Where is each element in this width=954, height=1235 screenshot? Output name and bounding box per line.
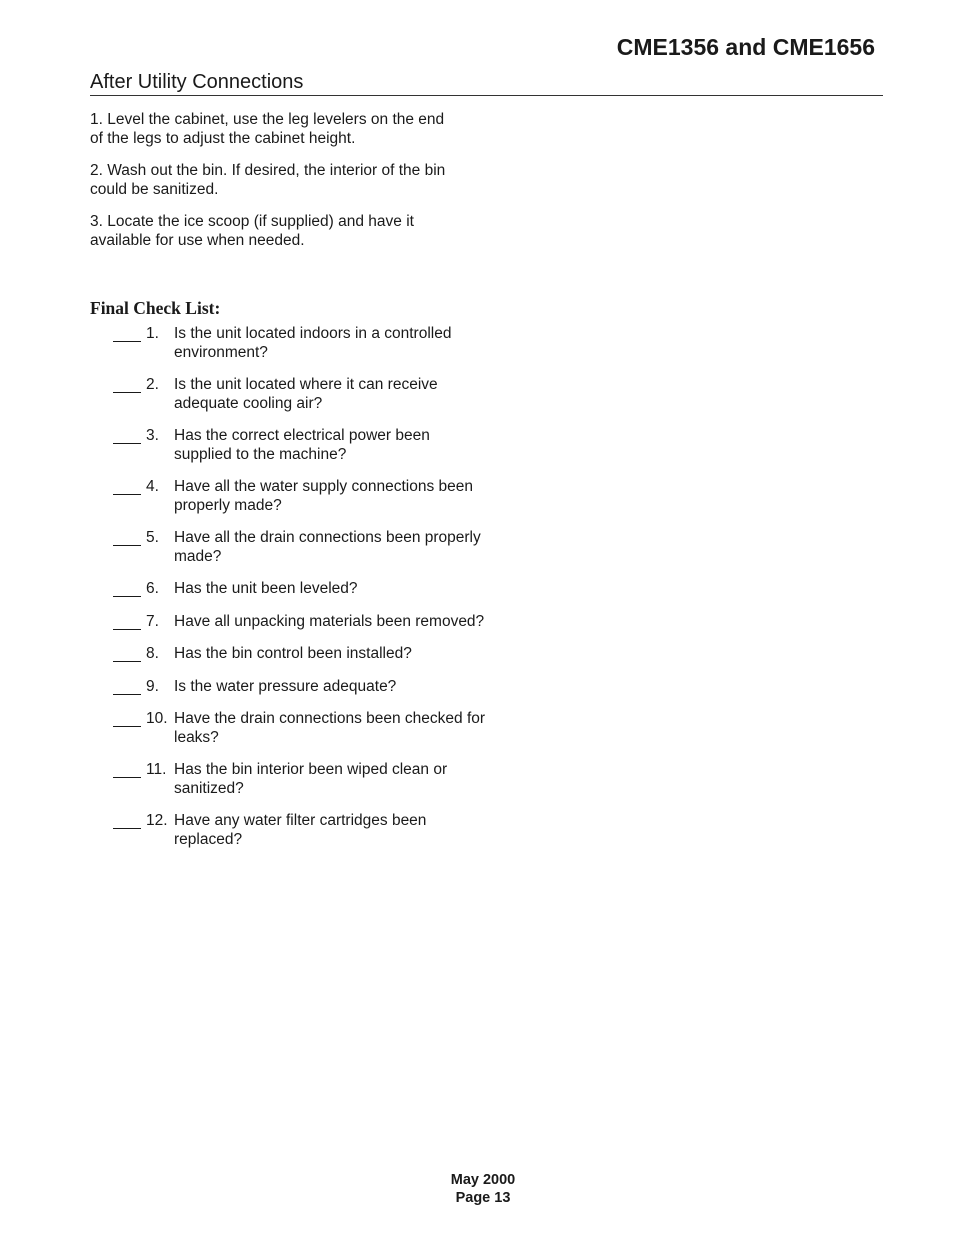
item-question: Has the unit been leveled? [174, 580, 358, 597]
item-number: 8. [146, 645, 159, 662]
checklist-item [113, 580, 533, 599]
checkbox-blank[interactable] [113, 812, 141, 829]
final-check-list [113, 325, 533, 863]
checklist-heading: Final Check List: [90, 298, 221, 318]
step-item: 2. Wash out the bin. If desired, the interior of the bin could be sanitized. [90, 162, 446, 198]
item-question: Is the unit located where it can receive adequate cooling air? [174, 376, 438, 412]
item-number: 6. [146, 580, 159, 597]
step-item: 1. Level the cabinet, use the leg levelers on the end of the legs to adjust the cabinet height. [90, 111, 445, 147]
checkbox-blank[interactable] [113, 325, 141, 342]
steps-list [90, 111, 490, 264]
item-number: 9. [146, 677, 159, 695]
checklist-item [113, 645, 533, 664]
page-footer [0, 1171, 954, 1207]
step-item: 3. Locate the ice scoop (if supplied) and have it available for use when needed. [90, 213, 414, 249]
item-number: 11. [146, 761, 167, 778]
item-question: Have any water filter cartridges been replaced? [174, 812, 427, 848]
checklist-item [113, 325, 533, 362]
checklist-item [113, 710, 533, 747]
checkbox-blank[interactable] [113, 529, 141, 546]
checklist-item [113, 478, 533, 515]
checklist-item [113, 376, 533, 413]
item-number: 10. [146, 710, 168, 727]
checkbox-blank[interactable] [113, 761, 141, 778]
item-number: 4. [146, 478, 159, 495]
item-question: Has the correct electrical power been supplied to the machine? [174, 427, 430, 463]
item-number: 5. [146, 529, 159, 546]
item-question: Have all the water supply connections been properly made? [174, 478, 473, 514]
checkbox-blank[interactable] [113, 678, 141, 695]
checkbox-blank[interactable] [113, 478, 141, 495]
checkbox-blank[interactable] [113, 376, 141, 393]
item-question: Have all unpacking materials been removed? [174, 612, 485, 630]
checklist-item [113, 761, 533, 798]
item-question: Is the unit located indoors in a controlled environment? [174, 325, 452, 361]
item-question: Have all the drain connections been properly made? [174, 529, 481, 565]
section-header [90, 70, 883, 96]
footer-date: May 2000 [450, 1172, 516, 1188]
item-question: Is the water pressure adequate? [174, 677, 397, 695]
checklist-item [113, 529, 533, 566]
checklist-item [113, 427, 533, 464]
checkbox-blank[interactable] [113, 645, 141, 662]
checkbox-blank[interactable] [113, 427, 141, 444]
item-number: 12. [146, 812, 168, 829]
item-number: 1. [146, 325, 159, 342]
item-number: 3. [146, 427, 159, 444]
item-question: Have the drain connections been checked for leaks? [174, 710, 486, 746]
checkbox-blank[interactable] [113, 580, 141, 597]
checklist-item [113, 678, 533, 697]
page-number: Page 13 [455, 1190, 511, 1206]
checkbox-blank[interactable] [113, 710, 141, 727]
item-question: Has the bin control been installed? [174, 645, 412, 662]
section-title: After Utility Connections [90, 71, 304, 93]
checkbox-blank[interactable] [113, 613, 141, 630]
document-title: CME1356 and CME1656 [616, 34, 875, 60]
checklist-item [113, 812, 533, 849]
checklist-item [113, 613, 533, 632]
item-number: 2. [146, 376, 159, 393]
item-question: Has the bin interior been wiped clean or sanitized? [174, 761, 448, 797]
item-number: 7. [146, 612, 159, 630]
